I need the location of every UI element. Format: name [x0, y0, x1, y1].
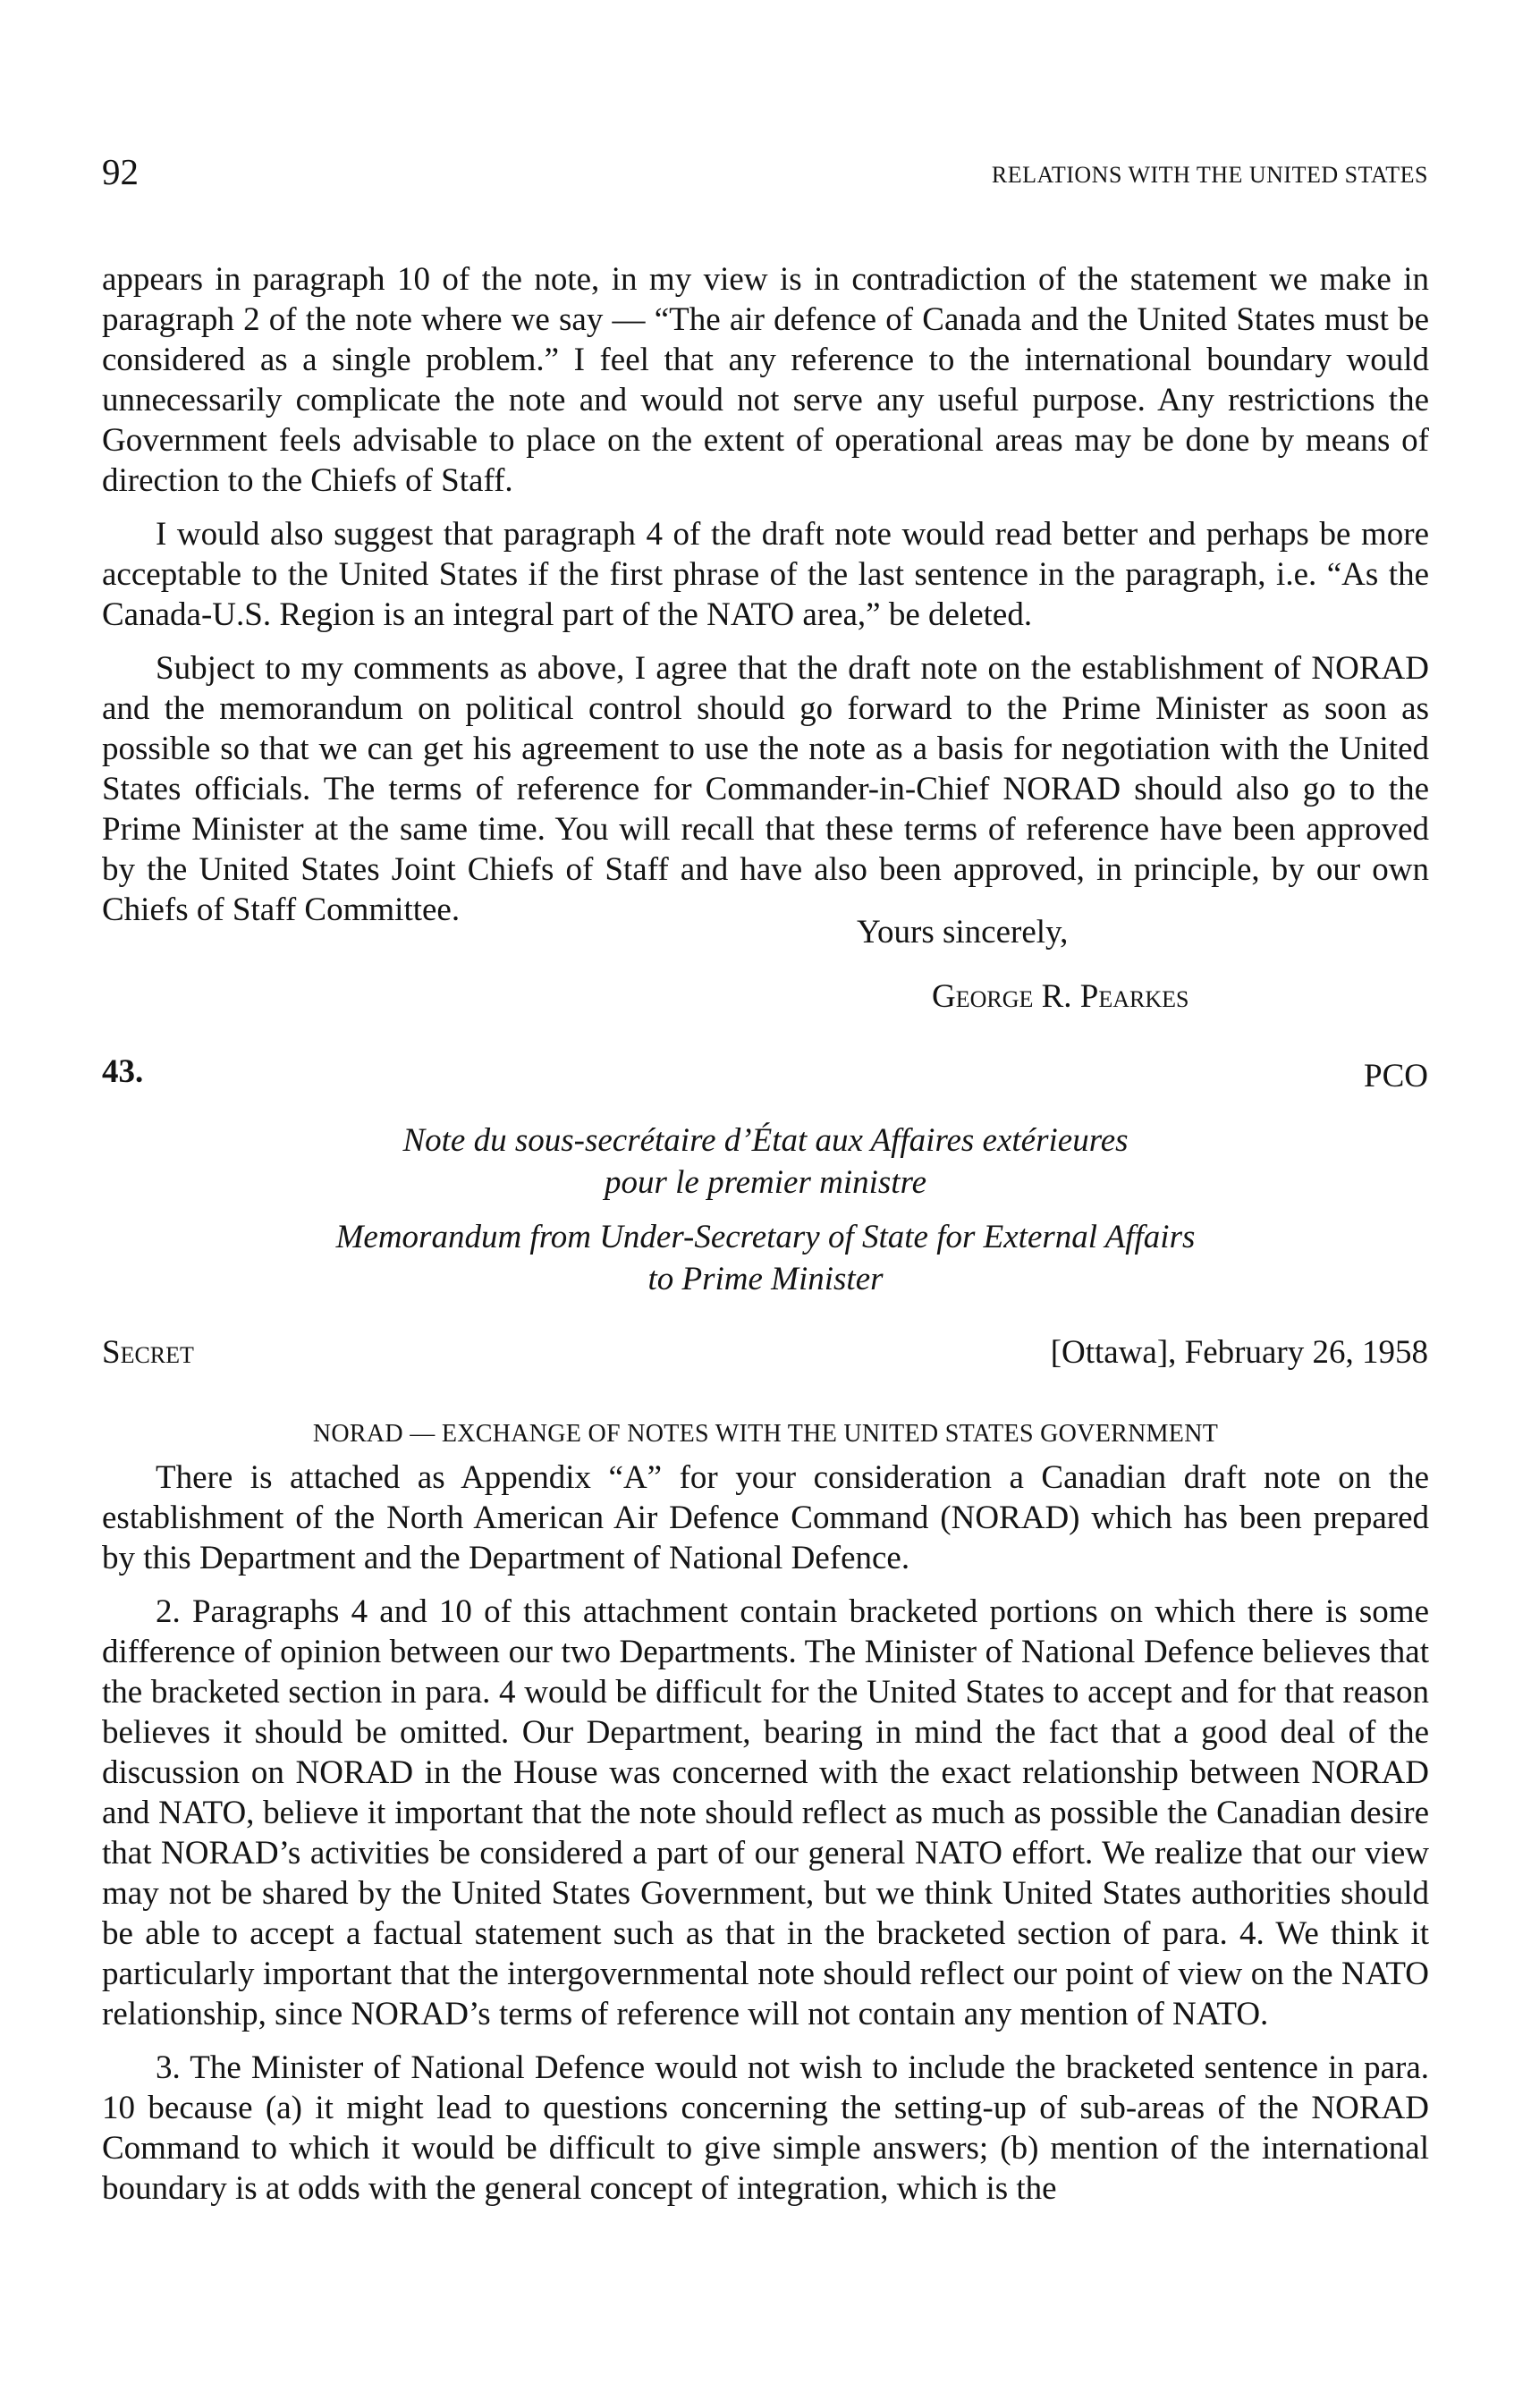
letter-paragraph: Subject to my comments as above, I agree that the draft note on the establishment of NORAD and the memorandum on political control should go forward to the Prime Minister as soon as possible so that we can get his agreement to use the note as a basis for negotiation with the United States officials. The terms of reference for Commander-in-Chief NORAD should also go to the Prime Minister at the same time. You will recall that these terms of reference have been approved by the United States Joint Chiefs of Staff and have also been approved, in principle, by our own Chiefs of Staff Committee.	[102, 650, 1429, 928]
closing-line: Yours sincerely,	[857, 914, 1069, 951]
memo-paragraph: There is attached as Appendix “A” for your consideration a Canadian draft note on the establishment of the North American Air Defence Command (NORAD) which has been prepared by this Department and the Department of National Defence.	[102, 1459, 1429, 1576]
document-number: 43.	[102, 1053, 144, 1090]
memo-paragraph: 3. The Minister of National Defence would not wish to include the bracketed sentence in para. 10 because (a) it might lead to questions concerning the setting-up of sub-areas of the NORAD Command to which it would be difficult to give simple answers; (b) mention of the international boundary is at odds with the general concept of integration, which is the	[102, 2049, 1429, 2207]
running-head: RELATIONS WITH THE UNITED STATES	[991, 162, 1428, 188]
letter-paragraph: appears in paragraph 10 of the note, in my view is in contradiction of the statement we make in paragraph 2 of the note where we say — “The air defence of Canada and the United States must be considered as a single problem.” I feel that any reference to the international boundary would unnecessarily complicate the note and would not serve any useful purpose. Any restrictions the Government feels advisable to place on the extent of operational areas may be done by means of direction to the Chiefs of Staff.	[102, 261, 1429, 499]
title-english	[0, 1216, 1531, 1300]
document-source: PCO	[1364, 1058, 1428, 1094]
title-english-line: Memorandum from Under-Secretary of State for External Affairs	[335, 1219, 1196, 1255]
subject-heading: NORAD — EXCHANGE OF NOTES WITH THE UNITED STATES GOVERNMENT	[312, 1420, 1219, 1448]
memo-paragraph: 2. Paragraphs 4 and 10 of this attachment contain bracketed portions on which there is some difference of opinion between our two Departments. The Minister of National Defence believes that the bracketed section in para. 4 would be difficult for the United States to accept and for that reason believes it should be omitted. Our Department, bearing in mind the fact that a good deal of the discussion on NORAD in the House was concerned with the exact relationship between NORAD and NATO, believe it important that the note should reflect as much as possible the Canadian desire that NORAD’s activities be considered a part of our general NATO effort. We realize that our view may not be shared by the United States Government, but we think United States authorities should be able to accept a factual statement such as that in the bracketed section of para. 4. We think it particularly important that the intergovernmental note should reflect our point of view on the NATO relationship, since NORAD’s terms of reference will not contain any mention of NATO.	[102, 1593, 1429, 2032]
title-english-line: to Prime Minister	[647, 1261, 884, 1297]
signature: George R. Pearkes	[932, 978, 1189, 1015]
dateline: [Ottawa], February 26, 1958	[1050, 1334, 1428, 1371]
memo-body	[102, 1457, 1429, 2222]
title-french-line: Note du sous-secrétaire d’État aux Affaires extérieures	[402, 1122, 1129, 1159]
letter-paragraph: I would also suggest that paragraph 4 of the draft note would read better and perhaps be more acceptable to the United States if the first phrase of the last sentence in the paragraph, i.e. “As the Canada-U.S. Region is an integral part of the NATO area,” be deleted.	[102, 516, 1429, 633]
security-classification: Secret	[102, 1334, 194, 1371]
letter-body	[102, 259, 1429, 943]
title-french-line: pour le premier ministre	[604, 1164, 927, 1201]
title-french	[0, 1120, 1531, 1204]
letter-closing	[857, 912, 1189, 1017]
page-number: 92	[102, 151, 139, 192]
